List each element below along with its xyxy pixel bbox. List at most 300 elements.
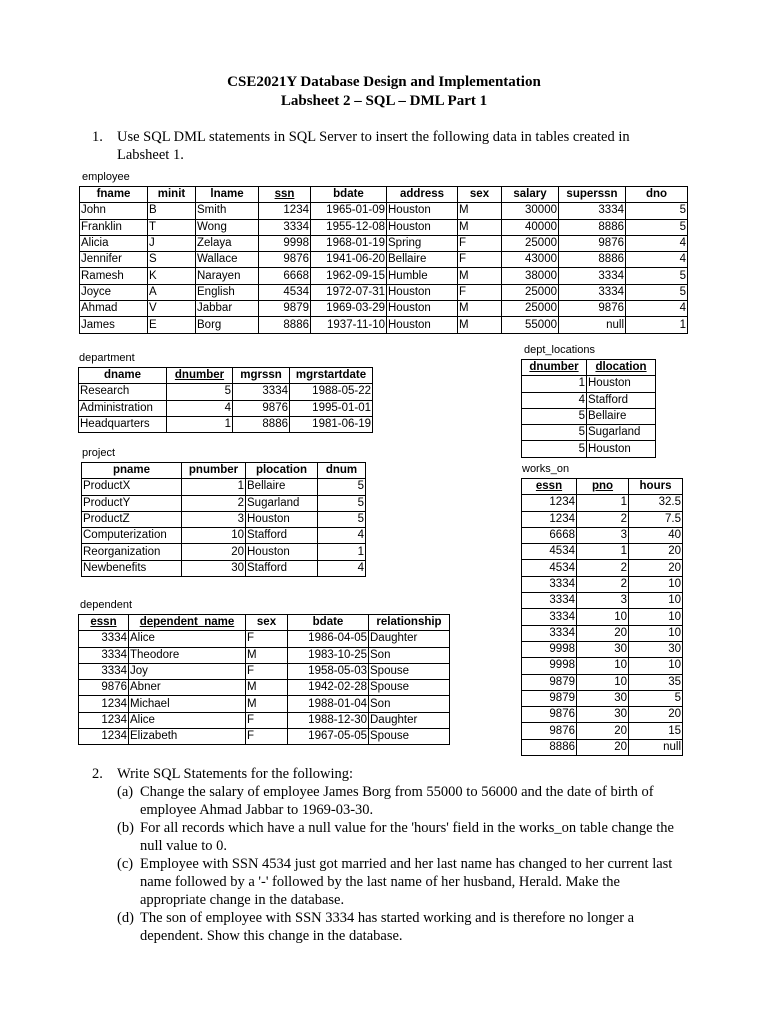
table-cell: 1234 [79,696,129,712]
table-cell: 1234 [259,203,311,219]
table-cell: 9998 [522,641,577,657]
table-row [522,495,683,511]
table-cell: 2 [182,495,246,511]
table-row [522,527,683,543]
table-cell: Newbenefits [82,560,182,576]
table-cell: 1 [522,376,587,392]
table-cell: 4 [167,400,233,416]
table-cell: 4 [318,560,366,576]
table-cell: 10 [577,658,629,674]
table-row [522,376,656,392]
table-cell: Humble [387,268,458,284]
table-cell: M [246,696,288,712]
table-cell: 20 [577,739,629,755]
table-cell: Daughter [369,631,450,647]
table-cell: 4 [626,301,688,317]
q2-intro: Write SQL Statements for the following: [117,766,354,782]
table-cell: 3334 [522,609,577,625]
table-cell: M [458,301,502,317]
q2-item-text: Change the salary of employee James Borg from 55000 to 56000 and the date of birth of [140,784,654,800]
table-cell: Houston [587,441,656,457]
q1-number: 1. [92,129,103,145]
column-header: dname [79,368,167,384]
table-cell: 9879 [522,690,577,706]
table-cell: 1967-05-05 [288,729,369,745]
table-cell: 1 [167,416,233,432]
table-row [82,511,366,527]
table-cell: 3334 [233,384,290,400]
table-cell: 1941-06-20 [311,252,387,268]
table-cell: 4 [522,392,587,408]
table-cell: Houston [387,219,458,235]
table-cell: Son [369,647,450,663]
column-header: dnumber [167,368,233,384]
q1-text-line1: Use SQL DML statements in SQL Server to insert the following data in tables created in [117,129,630,145]
table-cell: 5 [522,425,587,441]
table-cell: 43000 [502,252,559,268]
table-cell: 8886 [559,252,626,268]
table-cell: 1988-05-22 [290,384,373,400]
table-header-row [79,368,373,384]
table-cell: Reorganization [82,544,182,560]
table-cell: 4 [318,528,366,544]
column-header: superssn [559,187,626,203]
table-cell: M [246,647,288,663]
dependent-table [78,614,450,745]
table-row [522,723,683,739]
table-cell: 9879 [522,674,577,690]
table-cell: 9876 [79,680,129,696]
table-cell: Wong [196,219,259,235]
table-cell: T [148,219,196,235]
table-cell: 3334 [559,284,626,300]
column-header: pnumber [182,463,246,479]
table-cell: 10 [629,576,683,592]
table-cell: 6668 [522,527,577,543]
table-cell: 1972-07-31 [311,284,387,300]
table-cell: 25000 [502,301,559,317]
table-header-row [80,187,688,203]
table-cell: 30 [577,690,629,706]
q2-item-text: null value to 0. [140,838,227,854]
column-header: salary [502,187,559,203]
table-row [522,544,683,560]
table-cell: 4534 [522,560,577,576]
table-cell: F [246,631,288,647]
table-cell: 3334 [522,625,577,641]
table-cell: 20 [577,723,629,739]
table-cell: 9876 [522,707,577,723]
table-cell: 10 [577,609,629,625]
column-header: plocation [246,463,318,479]
table-cell: Research [79,384,167,400]
table-row [522,560,683,576]
table-cell: 20 [629,544,683,560]
table-row [79,384,373,400]
table-cell: V [148,301,196,317]
table-row [522,641,683,657]
table-row [79,696,450,712]
column-header: ssn [259,187,311,203]
table-cell: Spouse [369,663,450,679]
column-header: bdate [288,615,369,631]
table-cell: ProductY [82,495,182,511]
table-cell: M [458,317,502,333]
table-cell: 5 [626,203,688,219]
table-cell: 8886 [522,739,577,755]
column-header: dlocation [587,360,656,376]
table-cell: Bellaire [246,479,318,495]
table-cell: Daughter [369,712,450,728]
table-cell: 1234 [522,495,577,511]
table-row [79,631,450,647]
table-cell: F [246,663,288,679]
column-header: dependent_name [129,615,246,631]
q2-item-label: (c) [117,856,134,872]
table-cell: Sugarland [587,425,656,441]
q2-item-text: employee Ahmad Jabbar to 1969-03-30. [140,802,374,818]
table-cell: 1 [577,544,629,560]
table-cell: 3 [182,511,246,527]
table-cell: Spring [387,235,458,251]
table-row [522,690,683,706]
table-cell: 5 [626,268,688,284]
table-cell: ProductZ [82,511,182,527]
table-cell: 10 [629,593,683,609]
table-cell: Houston [387,284,458,300]
table-cell: 3334 [522,576,577,592]
works-on-table [521,478,683,756]
table-cell: Headquarters [79,416,167,432]
table-cell: 32.5 [629,495,683,511]
table-cell: Sugarland [246,495,318,511]
table-cell: 7.5 [629,511,683,527]
table-cell: 10 [629,609,683,625]
table-cell: 1988-12-30 [288,712,369,728]
table-cell: 30 [629,641,683,657]
table-row [522,511,683,527]
table-cell: 30 [182,560,246,576]
table-cell: 30 [577,707,629,723]
table-cell: 5 [629,690,683,706]
table-cell: M [246,680,288,696]
table-cell: M [458,203,502,219]
table-row [79,663,450,679]
table-cell: 1962-09-15 [311,268,387,284]
table-cell: 3334 [522,593,577,609]
table-cell: 1983-10-25 [288,647,369,663]
q2-item-text: Employee with SSN 4534 just got married and her last name has changed to her current last [140,856,673,872]
dependent-caption: dependent [80,599,132,611]
table-cell: 1955-12-08 [311,219,387,235]
column-header: address [387,187,458,203]
table-cell: 3334 [259,219,311,235]
column-header: relationship [369,615,450,631]
table-row [82,544,366,560]
table-cell: 9876 [233,400,290,416]
table-cell: Stafford [246,560,318,576]
table-header-row [522,360,656,376]
table-cell: 30 [577,641,629,657]
table-row [80,284,688,300]
table-cell: 5 [522,408,587,424]
table-row [80,219,688,235]
table-cell: 1 [626,317,688,333]
table-header-row [522,479,683,495]
table-cell: 2 [577,560,629,576]
q1-text-line2: Labsheet 1. [117,147,184,163]
table-cell: null [629,739,683,755]
table-cell: 4534 [522,544,577,560]
table-cell: Houston [387,317,458,333]
table-cell: 5 [522,441,587,457]
table-row [80,203,688,219]
column-header: minit [148,187,196,203]
table-cell: 6668 [259,268,311,284]
table-cell: Zelaya [196,235,259,251]
table-cell: F [458,284,502,300]
table-cell: Spouse [369,729,450,745]
table-cell: 1969-03-29 [311,301,387,317]
department-table [78,367,373,433]
table-row [79,647,450,663]
table-row [522,441,656,457]
table-cell: F [246,729,288,745]
table-cell: 5 [318,479,366,495]
table-cell: 25000 [502,284,559,300]
table-cell: Stafford [246,528,318,544]
table-cell: F [246,712,288,728]
table-cell: Houston [246,544,318,560]
table-cell: 10 [182,528,246,544]
table-row [82,528,366,544]
column-header: sex [458,187,502,203]
table-row [80,235,688,251]
table-cell: null [559,317,626,333]
table-cell: Ramesh [80,268,148,284]
table-cell: F [458,252,502,268]
table-cell: 20 [182,544,246,560]
table-cell: 38000 [502,268,559,284]
table-cell: 5 [167,384,233,400]
table-cell: Elizabeth [129,729,246,745]
table-cell: Computerization [82,528,182,544]
table-cell: Son [369,696,450,712]
column-header: essn [79,615,129,631]
q2-item-text: appropriate change in the database. [140,892,345,908]
table-cell: 1234 [79,729,129,745]
table-row [522,609,683,625]
table-row [80,268,688,284]
table-cell: 1937-11-10 [311,317,387,333]
column-header: bdate [311,187,387,203]
table-cell: 1234 [522,511,577,527]
table-cell: 10 [577,674,629,690]
table-cell: 20 [629,560,683,576]
table-cell: 9876 [559,235,626,251]
table-cell: Alice [129,631,246,647]
column-header: lname [196,187,259,203]
table-row [522,392,656,408]
table-cell: 1968-01-19 [311,235,387,251]
table-cell: 1965-01-09 [311,203,387,219]
table-cell: 3334 [79,663,129,679]
table-cell: 8886 [559,219,626,235]
table-cell: Bellaire [387,252,458,268]
dept-locations-caption: dept_locations [524,344,595,356]
table-header-row [79,615,450,631]
table-cell: 4534 [259,284,311,300]
table-cell: 40 [629,527,683,543]
table-row [79,729,450,745]
table-cell: 9876 [259,252,311,268]
project-caption: project [82,447,116,459]
table-cell: Abner [129,680,246,696]
table-row [522,707,683,723]
column-header: pno [577,479,629,495]
employee-caption: employee [82,171,130,183]
table-row [80,301,688,317]
table-row [522,593,683,609]
table-cell: 1981-06-19 [290,416,373,432]
table-cell: Smith [196,203,259,219]
table-row [522,576,683,592]
works-on-caption: works_on [522,463,570,475]
table-cell: 3334 [79,631,129,647]
table-cell: 10 [629,658,683,674]
department-caption: department [79,352,135,364]
table-cell: 9998 [522,658,577,674]
table-cell: 30000 [502,203,559,219]
table-cell: 9876 [559,301,626,317]
table-cell: 5 [626,284,688,300]
column-header: dnum [318,463,366,479]
employee-table [79,186,688,334]
table-cell: 1986-04-05 [288,631,369,647]
table-row [522,625,683,641]
table-cell: Jabbar [196,301,259,317]
table-cell: 20 [577,625,629,641]
table-cell: 4 [626,235,688,251]
table-row [82,479,366,495]
table-cell: 10 [629,625,683,641]
column-header: fname [80,187,148,203]
q2-item-label: (a) [117,784,134,800]
table-cell: 9876 [522,723,577,739]
table-cell: 5 [318,495,366,511]
table-row [522,425,656,441]
table-cell: B [148,203,196,219]
table-cell: J [148,235,196,251]
q2-number: 2. [92,766,103,782]
table-cell: 15 [629,723,683,739]
table-cell: Franklin [80,219,148,235]
table-cell: Houston [587,376,656,392]
table-cell: Theodore [129,647,246,663]
table-cell: Houston [387,301,458,317]
table-cell: Wallace [196,252,259,268]
table-cell: 9879 [259,301,311,317]
table-cell: Administration [79,400,167,416]
q2-item-text: The son of employee with SSN 3334 has started working and is therefore no longer a [140,910,635,926]
table-cell: S [148,252,196,268]
table-cell: 5 [318,511,366,527]
column-header: dno [626,187,688,203]
table-cell: ProductX [82,479,182,495]
q2-item-text: For all records which have a null value for the 'hours' field in the works_on table change the [140,820,674,836]
q2-item-label: (d) [117,910,134,926]
table-cell: F [458,235,502,251]
table-header-row [82,463,366,479]
table-cell: 1942-02-28 [288,680,369,696]
table-cell: K [148,268,196,284]
table-cell: 1 [577,495,629,511]
table-cell: 8886 [259,317,311,333]
table-cell: 3334 [559,203,626,219]
table-cell: A [148,284,196,300]
table-cell: 3 [577,593,629,609]
table-cell: 4 [626,252,688,268]
dept-locations-table [521,359,656,458]
table-cell: 8886 [233,416,290,432]
table-cell: 5 [626,219,688,235]
table-cell: Spouse [369,680,450,696]
table-cell: Houston [246,511,318,527]
table-row [79,416,373,432]
table-row [82,495,366,511]
table-row [522,658,683,674]
q2-item-text: name followed by a '-' followed by the last name of her husband, Herald. Make the [140,874,620,890]
q2-item-label: (b) [117,820,134,836]
table-cell: Alice [129,712,246,728]
table-row [80,252,688,268]
table-cell: 55000 [502,317,559,333]
table-cell: Houston [387,203,458,219]
table-cell: Jennifer [80,252,148,268]
table-cell: 1988-01-04 [288,696,369,712]
table-row [79,680,450,696]
table-cell: Narayen [196,268,259,284]
table-row [522,739,683,755]
table-cell: 1234 [79,712,129,728]
table-cell: Ahmad [80,301,148,317]
table-cell: Michael [129,696,246,712]
table-cell: 2 [577,576,629,592]
table-cell: 25000 [502,235,559,251]
column-header: sex [246,615,288,631]
table-cell: 20 [629,707,683,723]
table-cell: M [458,268,502,284]
table-cell: 2 [577,511,629,527]
table-cell: 9998 [259,235,311,251]
table-row [79,400,373,416]
table-row [79,712,450,728]
table-cell: English [196,284,259,300]
table-cell: Stafford [587,392,656,408]
table-cell: 40000 [502,219,559,235]
column-header: pname [82,463,182,479]
q2-item-text: dependent. Show this change in the database. [140,928,403,944]
table-row [522,408,656,424]
table-cell: Joy [129,663,246,679]
column-header: essn [522,479,577,495]
table-cell: John [80,203,148,219]
table-row [80,317,688,333]
column-header: hours [629,479,683,495]
table-cell: 1 [182,479,246,495]
table-cell: Bellaire [587,408,656,424]
table-cell: 1995-01-01 [290,400,373,416]
